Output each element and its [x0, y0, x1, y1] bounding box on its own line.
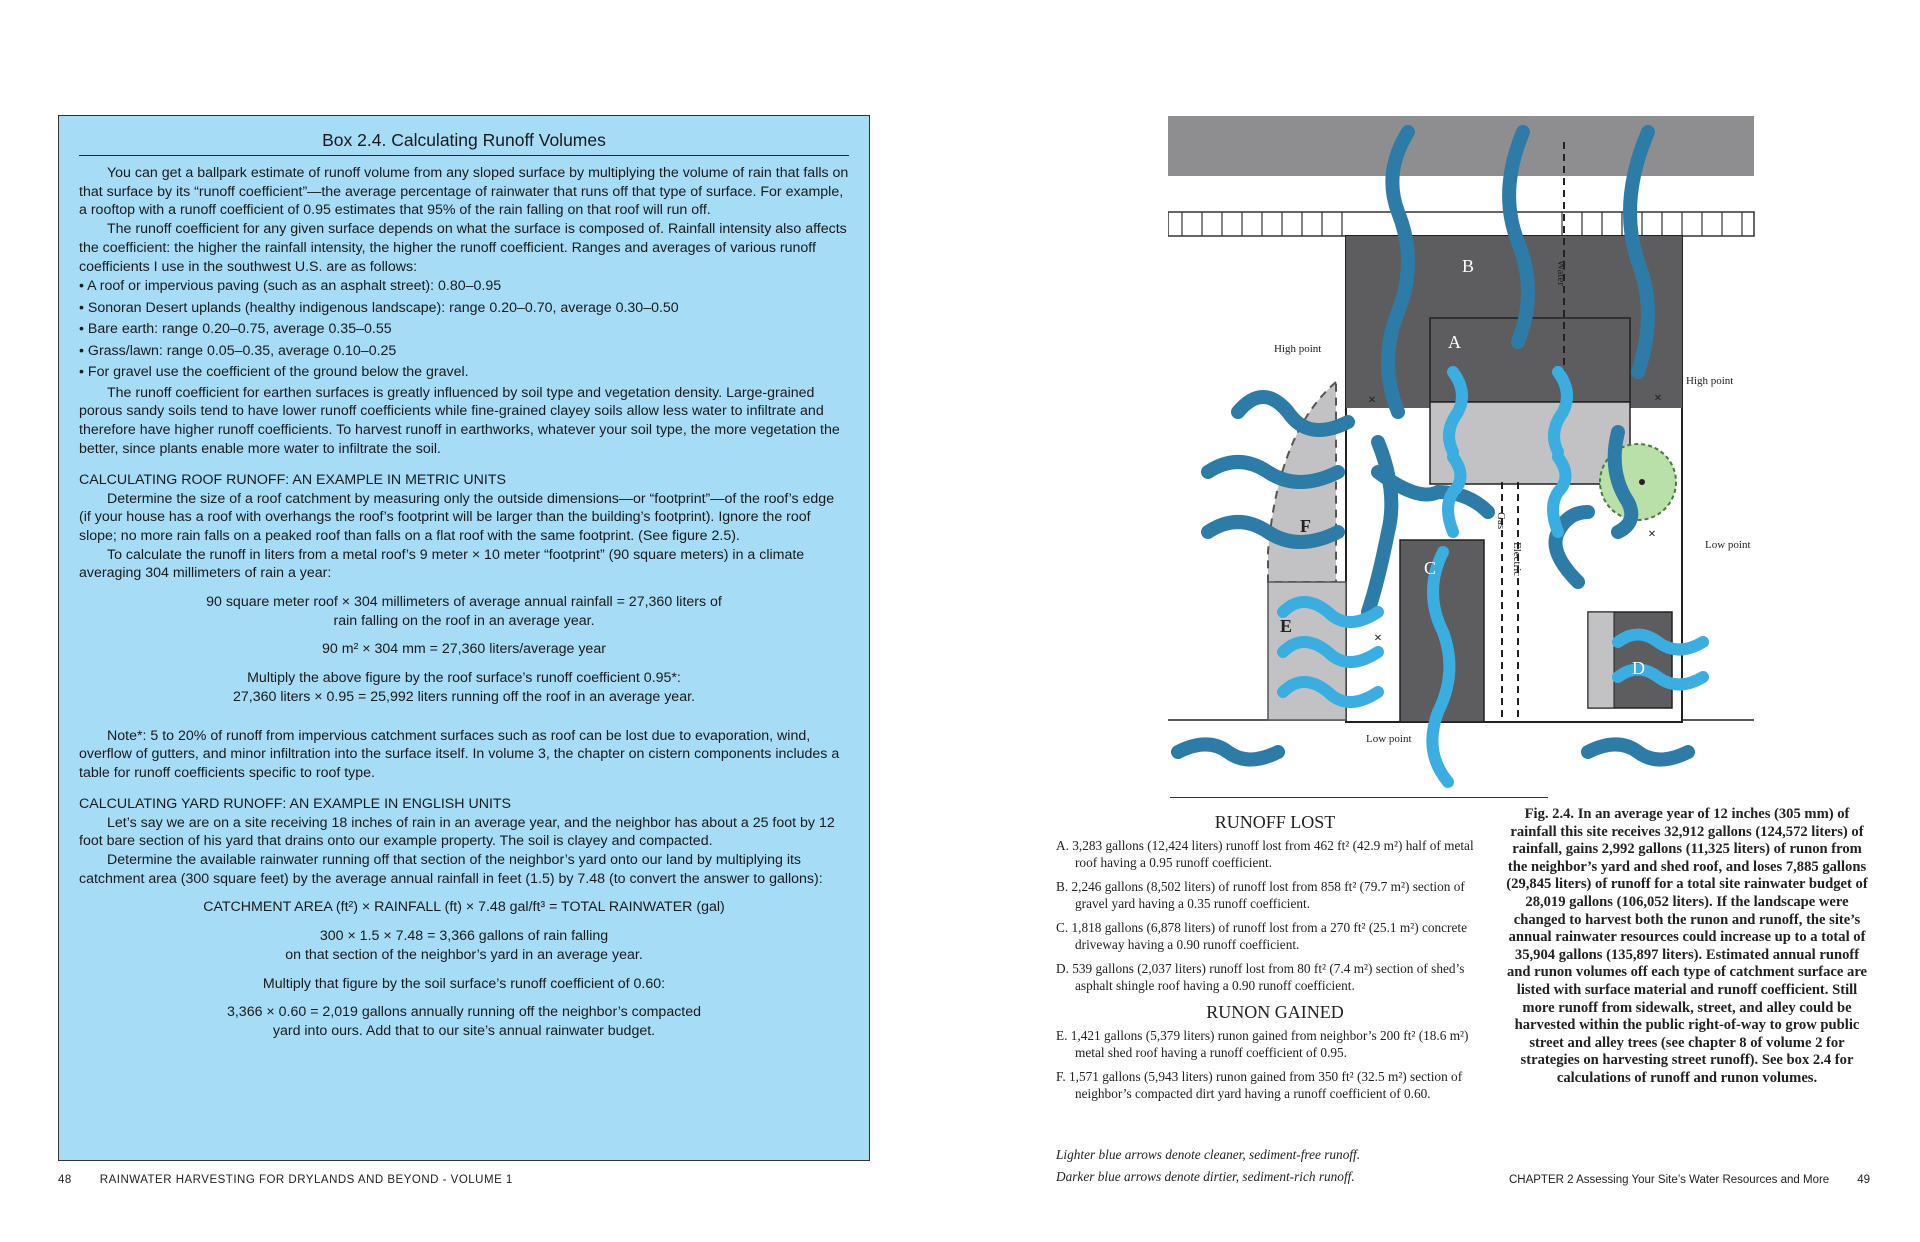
book-title: RAINWATER HARVESTING FOR DRYLANDS AND BEYOND - VOLUME 1 [99, 1174, 513, 1186]
x-marker: × [1368, 393, 1376, 408]
high-point-right: High point [1686, 375, 1734, 387]
runoff-item-a: A. 3,283 gallons (12,424 liters) runoff lost from 462 ft² (42.9 m²) half of metal roof having a 0.95 runoff coefficient. [1056, 838, 1474, 870]
label-d: D [1632, 658, 1645, 678]
footer-left [58, 1174, 527, 1186]
bullet-bare-earth: • Bare earth: range 0.20–0.75, average 0.35–0.55 [79, 321, 392, 338]
box-2-4 [58, 115, 870, 1161]
low-point-right: Low point [1705, 539, 1751, 551]
sidewalk [1168, 212, 1754, 236]
high-point-left: High point [1274, 343, 1322, 355]
bullet-roof: • A roof or impervious paving (such as an asphalt street): 0.80–0.95 [79, 278, 502, 295]
equation-7a: 3,366 × 0.60 = 2,019 gallons annually running off the neighbor’s compacted [226, 1004, 702, 1021]
dark-arrow-street1 [1178, 745, 1278, 760]
label-f: F [1300, 516, 1311, 536]
runon-gained-heading: RUNON GAINED [1206, 1002, 1344, 1022]
page-number-right: 49 [1857, 1174, 1870, 1186]
paragraph-7: Let’s say we are on a site receiving 18 inches of rain in an average year, and the neighbor has about a 25 foot by 12 foot bare section of his yard that drains onto our example property. The soil is clayey and compacted. [79, 814, 835, 850]
heading-metric: CALCULATING ROOF RUNOFF: AN EXAMPLE IN METRIC UNITS [79, 471, 506, 488]
label-e: E [1280, 616, 1293, 636]
bullet-gravel: • For gravel use the coefficient of the ground below the gravel. [79, 364, 469, 381]
caption-rule [1170, 797, 1548, 798]
label-c: C [1424, 558, 1437, 578]
runoff-item-c: C. 1,818 gallons (6,878 liters) of runoff lost from a 270 ft² (25.1 m²) concrete driveway having a 0.90 runoff coefficient. [1056, 920, 1467, 952]
runoff-item-b: B. 2,246 gallons (8,502 liters) of runoff lost from 858 ft² (79.7 m²) section of gravel yard having a 0.35 runoff coefficient. [1056, 879, 1465, 911]
title-rule [79, 155, 849, 156]
low-point-bottom: Low point [1366, 733, 1412, 745]
electric-line-label: Electric [1511, 542, 1523, 577]
equation-5b: on that section of the neighbor’s yard in an average year. [285, 946, 643, 963]
arrow-legend [1056, 1144, 1360, 1188]
equation-7b: yard into ours. Add that to our site’s annual rainwater budget. [272, 1023, 656, 1039]
figure-caption: Fig. 2.4. In an average year of 12 inches (305 mm) of rainfall this site receives 32,912 gallons (124,572 liters) of rainfall, gains 2,992 gallons (11,325 liters) of runon from the neighbor’s yard and shed roof, and loses 7,885 gallons (29,845 liters) of runoff for a total site rainwater budget of 28,019 gallons (106,052 liters). If the landscape were changed to harvest both the runon and runoff, the site’s annual rainwater resources could increase up to a total of 35,904 gallons (135,897 liters). Estimated annual runoff and runon volumes off each type of catchment surface are listed with surface material and runoff coefficient. Still more runoff from sidewalk, street, and alley could be harvested within the public right-of-way to grow public street and alley trees (see chapter 8 of volume 2 for strategies on harvesting street runoff). See box 2.4 for calculations of runoff and runon volumes. [1506, 806, 1868, 1086]
paragraph-note: Note*: 5 to 20% of runoff from impervious catchment surfaces such as roof can be lost due to evaporation, wind, overflow of gutters, and minor infiltration into the surface itself. In volume 3, the chapter on cistern components includes a table for runoff coefficients specific to roof type. [79, 727, 840, 781]
box-title: Box 2.4. Calculating Runoff Volumes [322, 130, 606, 150]
equation-6: Multiply that figure by the soil surface’s runoff coefficient of 0.60: [262, 975, 666, 992]
paragraph-2: The runoff coefficient for any given surface depends on what the surface is composed of. Rainfall intensity also affects the coefficient: the higher the rainfall intensity, the higher the runoff coefficient. Ranges and averages of various runoff coefficients I use in the southwest U.S. are as follows: [79, 221, 847, 275]
equation-4: CATCHMENT AREA (ft²) × RAINFALL (ft) × 7.48 gal/ft³ = TOTAL RAINWATER (gal) [203, 899, 725, 916]
x-marker: × [1648, 527, 1656, 542]
runoff-lost-heading: RUNOFF LOST [1214, 812, 1336, 832]
legend-light: Lighter blue arrows denote cleaner, sediment-free runoff. [1056, 1147, 1361, 1162]
equation-2: 90 m² × 304 mm = 27,360 liters/average year [322, 641, 606, 658]
runoff-list [1056, 814, 1494, 1109]
x-marker: × [1374, 631, 1382, 646]
paragraph-4: Determine the size of a roof catchment by measuring only the outside dimensions—or “footprint”—of the roof’s edge (if your house has a roof with overhangs the roof’s footprint will be larger than the building’s footprint). Ignore the roof slope; no more rain falls on a peaked roof than falls on a flat roof with the same footprint. (See figure 2.5). [79, 490, 835, 544]
paragraph-3: The runoff coefficient for earthen surfaces is greatly influenced by soil type and vegetation density. Large-grained porous sandy soils tend to have lower runoff coefficients while fine-grained clayey soils allow less water to infiltrate and therefore have higher runoff coefficients. To harvest runoff in earthworks, whatever your soil type, the more vegetation the better, since plants enable more water to infiltrate the soil. [79, 384, 840, 457]
runon-item-f: F. 1,571 gallons (5,943 liters) runon gained from 350 ft² (32.5 m²) section of neighbor’s compacted dirt yard having a runoff coefficient of 0.60. [1056, 1069, 1463, 1101]
runoff-item-d: D. 539 gallons (2,037 liters) runoff lost from 80 ft² (7.4 m²) section of shed’s asphalt shingle roof having a 0.90 runoff coefficient. [1056, 961, 1465, 993]
bullet-desert: • Sonoran Desert uplands (healthy indigenous landscape): range 0.20–0.70, average 0.30–0.50 [79, 299, 679, 316]
bullet-grass: • Grass/lawn: range 0.05–0.35, average 0.10–0.25 [79, 342, 397, 359]
equation-3a: Multiply the above figure by the roof surface’s runoff coefficient 0.95*: [247, 670, 681, 687]
page-number-left: 48 [58, 1174, 72, 1186]
legend-dark: Darker blue arrows denote dirtier, sediment-rich runoff. [1056, 1169, 1355, 1184]
street-area [1168, 116, 1754, 176]
x-marker: × [1654, 391, 1662, 406]
heading-english: CALCULATING YARD RUNOFF: AN EXAMPLE IN ENGLISH UNITS [79, 795, 512, 812]
equation-5a: 300 × 1.5 × 7.48 = 3,366 gallons of rain falling [319, 928, 609, 945]
runon-item-e: E. 1,421 gallons (5,379 liters) runon gained from neighbor’s 200 ft² (18.6 m²) metal shed roof having a runoff coefficient of 0.95. [1056, 1028, 1469, 1060]
site-diagram [1168, 112, 1758, 802]
gas-line-label: Gas [1495, 512, 1507, 530]
equation-1a: 90 square meter roof × 304 millimeters of average annual rainfall = 27,360 liters of [206, 594, 722, 611]
paragraph-8: Determine the available rainwater running off that section of the neighbor’s yard onto our land by multiplying its catchment area (300 square feet) by the average annual rainfall in feet (1.5) by 7.48 (to convert the answer to gallons): [79, 852, 823, 887]
chapter-title: CHAPTER 2 Assessing Your Site’s Water Resources and More [1508, 1174, 1830, 1186]
label-a: A [1448, 332, 1461, 352]
label-b: B [1462, 256, 1475, 276]
paragraph-5: To calculate the runoff in liters from a metal roof’s 9 meter × 10 meter “footprint” (90 square meters) in a climate averaging 304 millimeters of rain a year: [79, 546, 805, 582]
paragraph-1: You can get a ballpark estimate of runoff volume from any sloped surface by multiplying the volume of rain that falls on that surface by its “runoff coefficient”—the average percentage of rainwater that runs off that type of surface. For example, a rooftop with a runoff coefficient of 0.95 estimates that 95% of the rain falling on that roof will run off. [79, 165, 849, 219]
water-line-label: Water [1555, 260, 1567, 286]
footer-right [1495, 1174, 1870, 1186]
equation-1b: rain falling on the roof in an average year. [333, 612, 595, 629]
dark-arrow-street2 [1588, 745, 1688, 760]
equation-3b: 27,360 liters × 0.95 = 25,992 liters running off the roof in an average year. [233, 688, 695, 705]
